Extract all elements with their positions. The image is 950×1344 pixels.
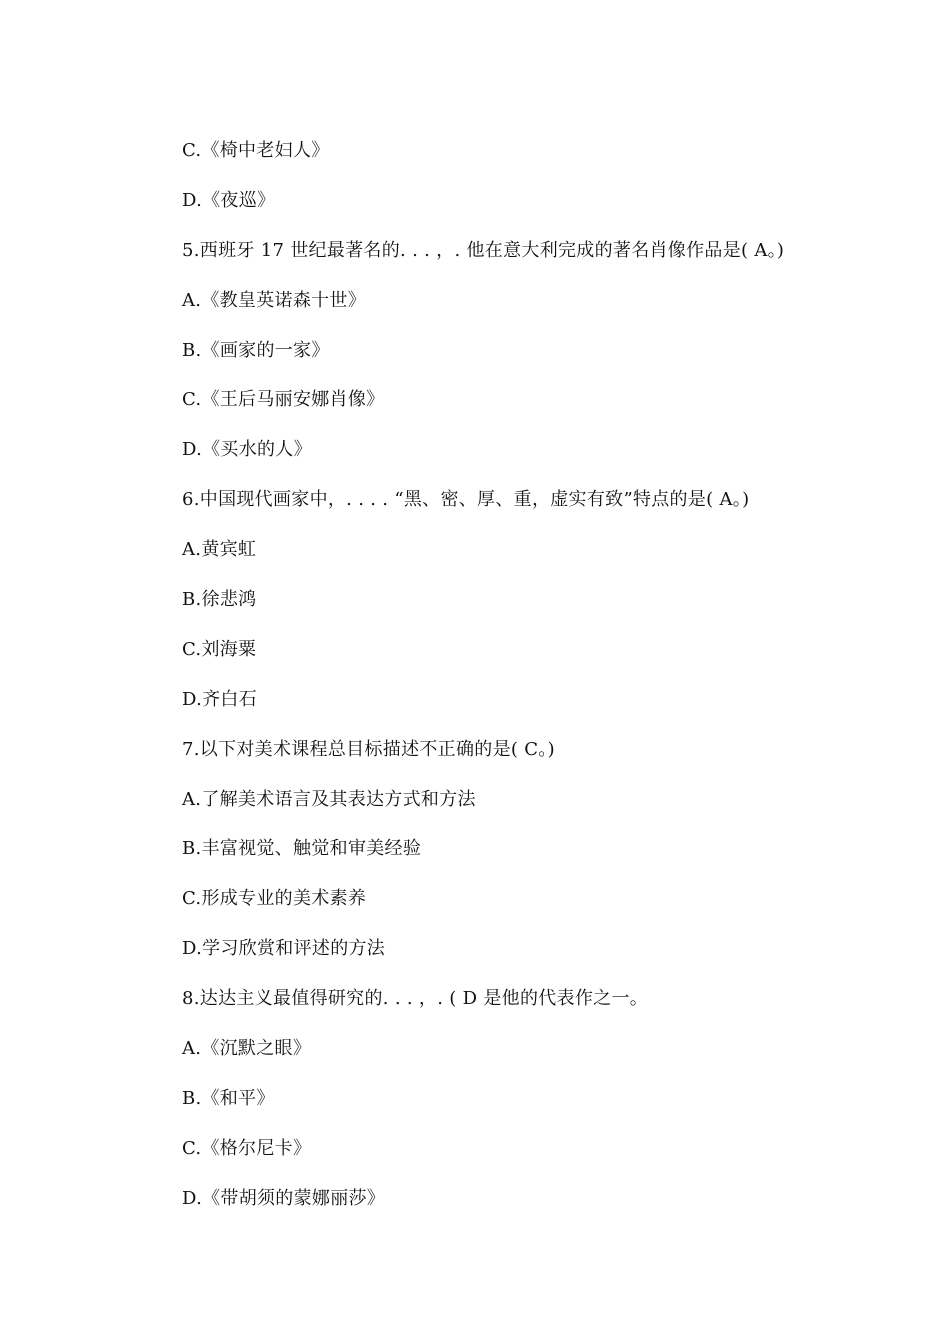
option-d-q7: D.学习欣赏和评述的方法 — [182, 938, 386, 960]
option-d-q6: D.齐白石 — [182, 688, 258, 710]
question-8: 8.达达主义最值得研究的. . . ，. ( D 是他的代表作之一。 — [182, 988, 649, 1010]
option-b-q5: B.《画家的一家》 — [182, 339, 330, 361]
option-d-q8: D.《带胡须的蒙娜丽莎》 — [182, 1187, 386, 1209]
document-body — [182, 136, 882, 1234]
option-d-q4: D.《夜巡》 — [182, 189, 276, 211]
option-c-q5: C.《王后马丽安娜肖像》 — [182, 389, 385, 411]
option-c-q4: C.《椅中老妇人》 — [182, 140, 330, 161]
question-6: 6.中国现代画家中，. . . . “黑、密、厚、重，虚实有致”特点的是( A。) — [182, 489, 750, 511]
option-a-q7: A.了解美术语言及其表达方式和方法 — [182, 788, 476, 810]
option-b-q8: B.《和平》 — [182, 1087, 275, 1109]
option-a-q5: A.《教皇英诺森十世》 — [182, 289, 367, 311]
option-a-q6: A.黄宾虹 — [182, 539, 257, 561]
option-d-q5: D.《买水的人》 — [182, 439, 312, 461]
option-c-q8: C.《格尔尼卡》 — [182, 1137, 312, 1159]
option-c-q7: C.形成专业的美术素养 — [182, 888, 367, 910]
option-b-q7: B.丰富视觉、触觉和审美经验 — [182, 838, 422, 860]
option-a-q8: A.《沉默之眼》 — [182, 1038, 312, 1060]
option-b-q6: B.徐悲鸿 — [182, 589, 257, 611]
option-c-q6: C.刘海粟 — [182, 638, 257, 660]
question-7: 7.以下对美术课程总目标描述不正确的是( C。) — [182, 738, 555, 760]
question-5: 5.西班牙 17 世纪最著名的. . . ，. 他在意大利完成的著名肖像作品是( A。) — [182, 239, 785, 261]
